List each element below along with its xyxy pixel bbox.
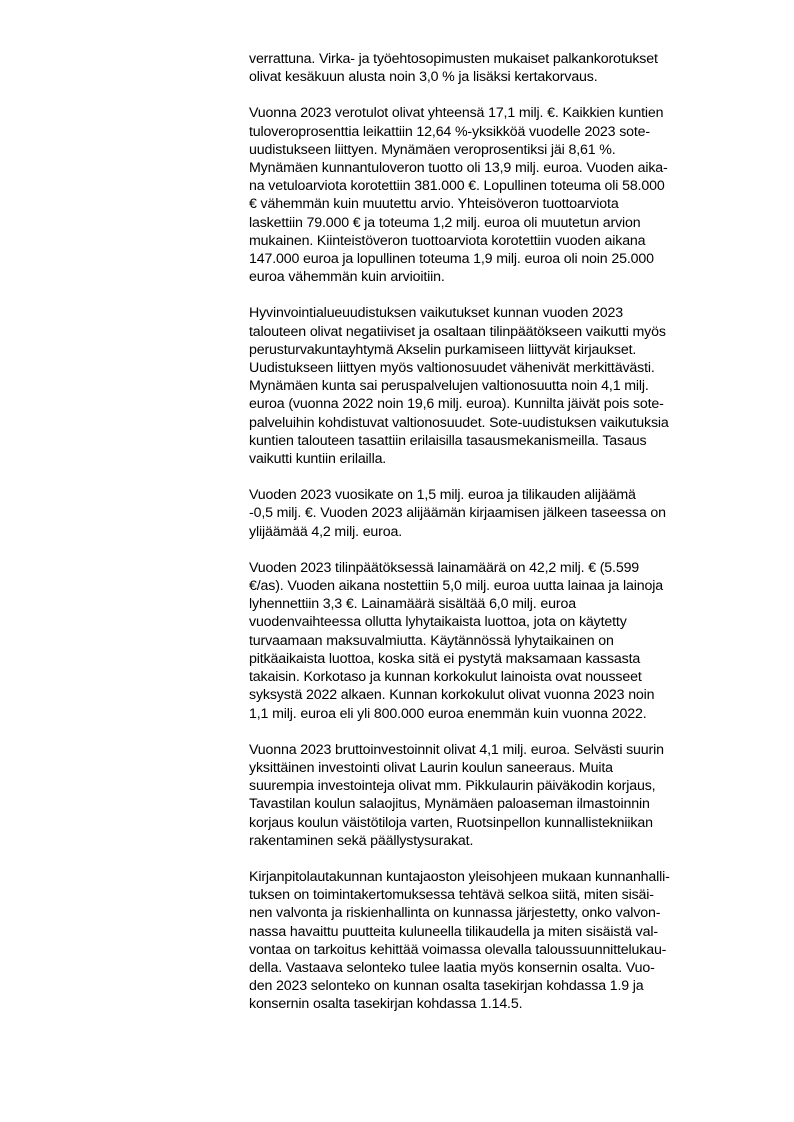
text-line: verrattuna. Virka- ja työehtosopimusten mukaiset palkankorotukset xyxy=(249,51,658,67)
text-line: euroa vähemmän kuin arvioitiin. xyxy=(249,269,445,286)
paragraph-internal-control xyxy=(249,868,735,1014)
text-line: Mynämäen kunnantuloveron tuotto oli 13,9 milj. euroa. Vuoden aika- xyxy=(249,160,668,177)
text-line: -0,5 milj. €. Vuoden 2023 alijäämän kirjaamisen jälkeen taseessa on xyxy=(249,505,666,522)
text-line: Tavastilan koulun salaojitus, Mynämäen paloaseman ilmastoinnin xyxy=(249,796,650,813)
text-line: Uudistukseen liittyen myös valtionosuudet vähenivät merkittävästi. xyxy=(249,360,655,377)
text-line: rakentaminen sekä päällystysurakat. xyxy=(249,832,474,849)
text-line: laskettiin 79.000 € ja toteuma 1,2 milj. euroa oli muutetun arvion xyxy=(249,214,641,231)
text-line: takaisin. Korkotaso ja kunnan korkokulut lainoista ovat nousseet xyxy=(249,669,642,686)
text-line: lyhennettiin 3,3 €. Lainamäärä sisältää 6,0 milj. euroa xyxy=(249,596,576,613)
text-line: Hyvinvointialueuudistuksen vaikutukset kunnan vuoden 2023 xyxy=(249,305,623,322)
text-line: uudistukseen liittyen. Mynämäen veroprosentiksi jäi 8,61 %. xyxy=(249,141,616,158)
text-line: €/as). Vuoden aikana nostettiin 5,0 milj. euroa uutta lainaa ja lainoja xyxy=(249,578,663,595)
text-line: konsernin osalta tasekirjan kohdassa 1.14.5. xyxy=(249,996,523,1013)
text-line: yksittäinen investointi olivat Laurin koulun saneeraus. Muita xyxy=(249,759,613,776)
text-line: vontaa on tarkoitus kehittää voimassa olevalla taloussuunnittelukau- xyxy=(249,941,667,958)
document-page xyxy=(249,50,735,1032)
text-line: palveluihin kohdistuvat valtionosuudet. Sote-uudistuksen vaikutuksia xyxy=(249,414,669,431)
text-line: Kirjanpitolautakunnan kuntajaoston yleisohjeen mukaan kunnanhalli- xyxy=(249,868,670,885)
text-line: kuntien talouteen tasattiin erilaisilla tasausmekanismeilla. Tasaus xyxy=(249,432,647,449)
text-line: ylijäämää 4,2 milj. euroa. xyxy=(249,523,403,540)
text-line: mukainen. Kiinteistöveron tuottoarviota korotettiin vuoden aikana xyxy=(249,232,646,249)
text-line: tuksen on toimintakertomuksessa tehtävä selkoa siitä, miten sisäi- xyxy=(249,887,654,904)
text-line: na vetuloarviota korotettiin 381.000 €. Lopullinen toteuma oli 58.000 xyxy=(249,178,665,195)
text-line: Vuonna 2023 bruttoinvestoinnit olivat 4,1 milj. euroa. Selvästi suurin xyxy=(249,741,664,758)
paragraph-investments xyxy=(249,741,735,850)
text-line: Vuoden 2023 vuosikate on 1,5 milj. euroa ja tilikauden alijäämä xyxy=(249,487,636,504)
text-line: perusturvakuntayhtymä Akselin purkamiseen liittyvät kirjaukset. xyxy=(249,341,637,358)
text-line: 1,1 milj. euroa eli yli 800.000 euroa enemmän kuin vuonna 2022. xyxy=(249,705,647,722)
text-line: talouteen olivat negatiiviset ja osaltaan tilinpäätökseen vaikutti myös xyxy=(249,323,666,340)
text-line: 147.000 euroa ja lopullinen toteuma 1,9 milj. euroa oli noin 25.000 xyxy=(249,251,654,268)
text-line: turvaamaan maksuvalmiutta. Käytännössä lyhytaikainen on xyxy=(249,632,614,649)
text-line: korjaus koulun väistötiloja varten, Ruotsinpellon kunnallistekniikan xyxy=(249,814,653,831)
paragraph-loans xyxy=(249,559,735,723)
text-line: nassa havaittu puutteita kuluneella tilikaudella ja miten sisäistä val- xyxy=(249,923,658,940)
text-line: suurempia investointeja olivat mm. Pikkulaurin päiväkodin korjaus, xyxy=(249,778,656,795)
text-line: Vuonna 2023 verotulot olivat yhteensä 17,1 milj. €. Kaikkien kuntien xyxy=(249,105,664,122)
text-line: Mynämäen kunta sai peruspalvelujen valtionosuutta noin 4,1 milj. xyxy=(249,378,649,395)
paragraph-welfare-reform xyxy=(249,304,735,468)
paragraph-tax-revenue xyxy=(249,104,735,286)
text-line: € vähemmän kuin muutettu arvio. Yhteisöveron tuottoarviota xyxy=(249,196,619,213)
text-line: syksystä 2022 alkaen. Kunnan korkokulut olivat vuonna 2023 noin xyxy=(249,687,655,704)
text-line: nen valvonta ja riskienhallinta on kunnassa järjestetty, onko valvon- xyxy=(249,905,661,922)
text-line: vaikutti kuntiin erilailla. xyxy=(249,451,387,468)
text-line: euroa (vuonna 2022 noin 19,6 milj. euroa). Kunnilta jäivät pois sote- xyxy=(249,396,664,413)
text-line: vuodenvaihteessa ollutta lyhytaikaista luottoa, jota on käytetty xyxy=(249,614,627,631)
text-line: Vuoden 2023 tilinpäätöksessä lainamäärä on 42,2 milj. € (5.599 xyxy=(249,559,640,576)
text-line: pitkäaikaista luottoa, koska sitä ei pystytä maksamaan kassasta xyxy=(249,650,641,667)
paragraph-annual-margin xyxy=(249,486,735,541)
text-line: den 2023 selonteko on kunnan osalta tasekirjan kohdassa 1.9 ja xyxy=(249,978,644,995)
text-line: tuloveroprosenttia leikattiin 12,64 %-yksikköä vuodelle 2023 sote- xyxy=(249,123,650,140)
paragraph-salary-increases xyxy=(249,50,735,86)
text-line: della. Vastaava selonteko tulee laatia myös konsernin osalta. Vuo- xyxy=(249,959,655,976)
text-line: olivat kesäkuun alusta noin 3,0 % ja lisäksi kertakorvaus. xyxy=(249,69,598,86)
